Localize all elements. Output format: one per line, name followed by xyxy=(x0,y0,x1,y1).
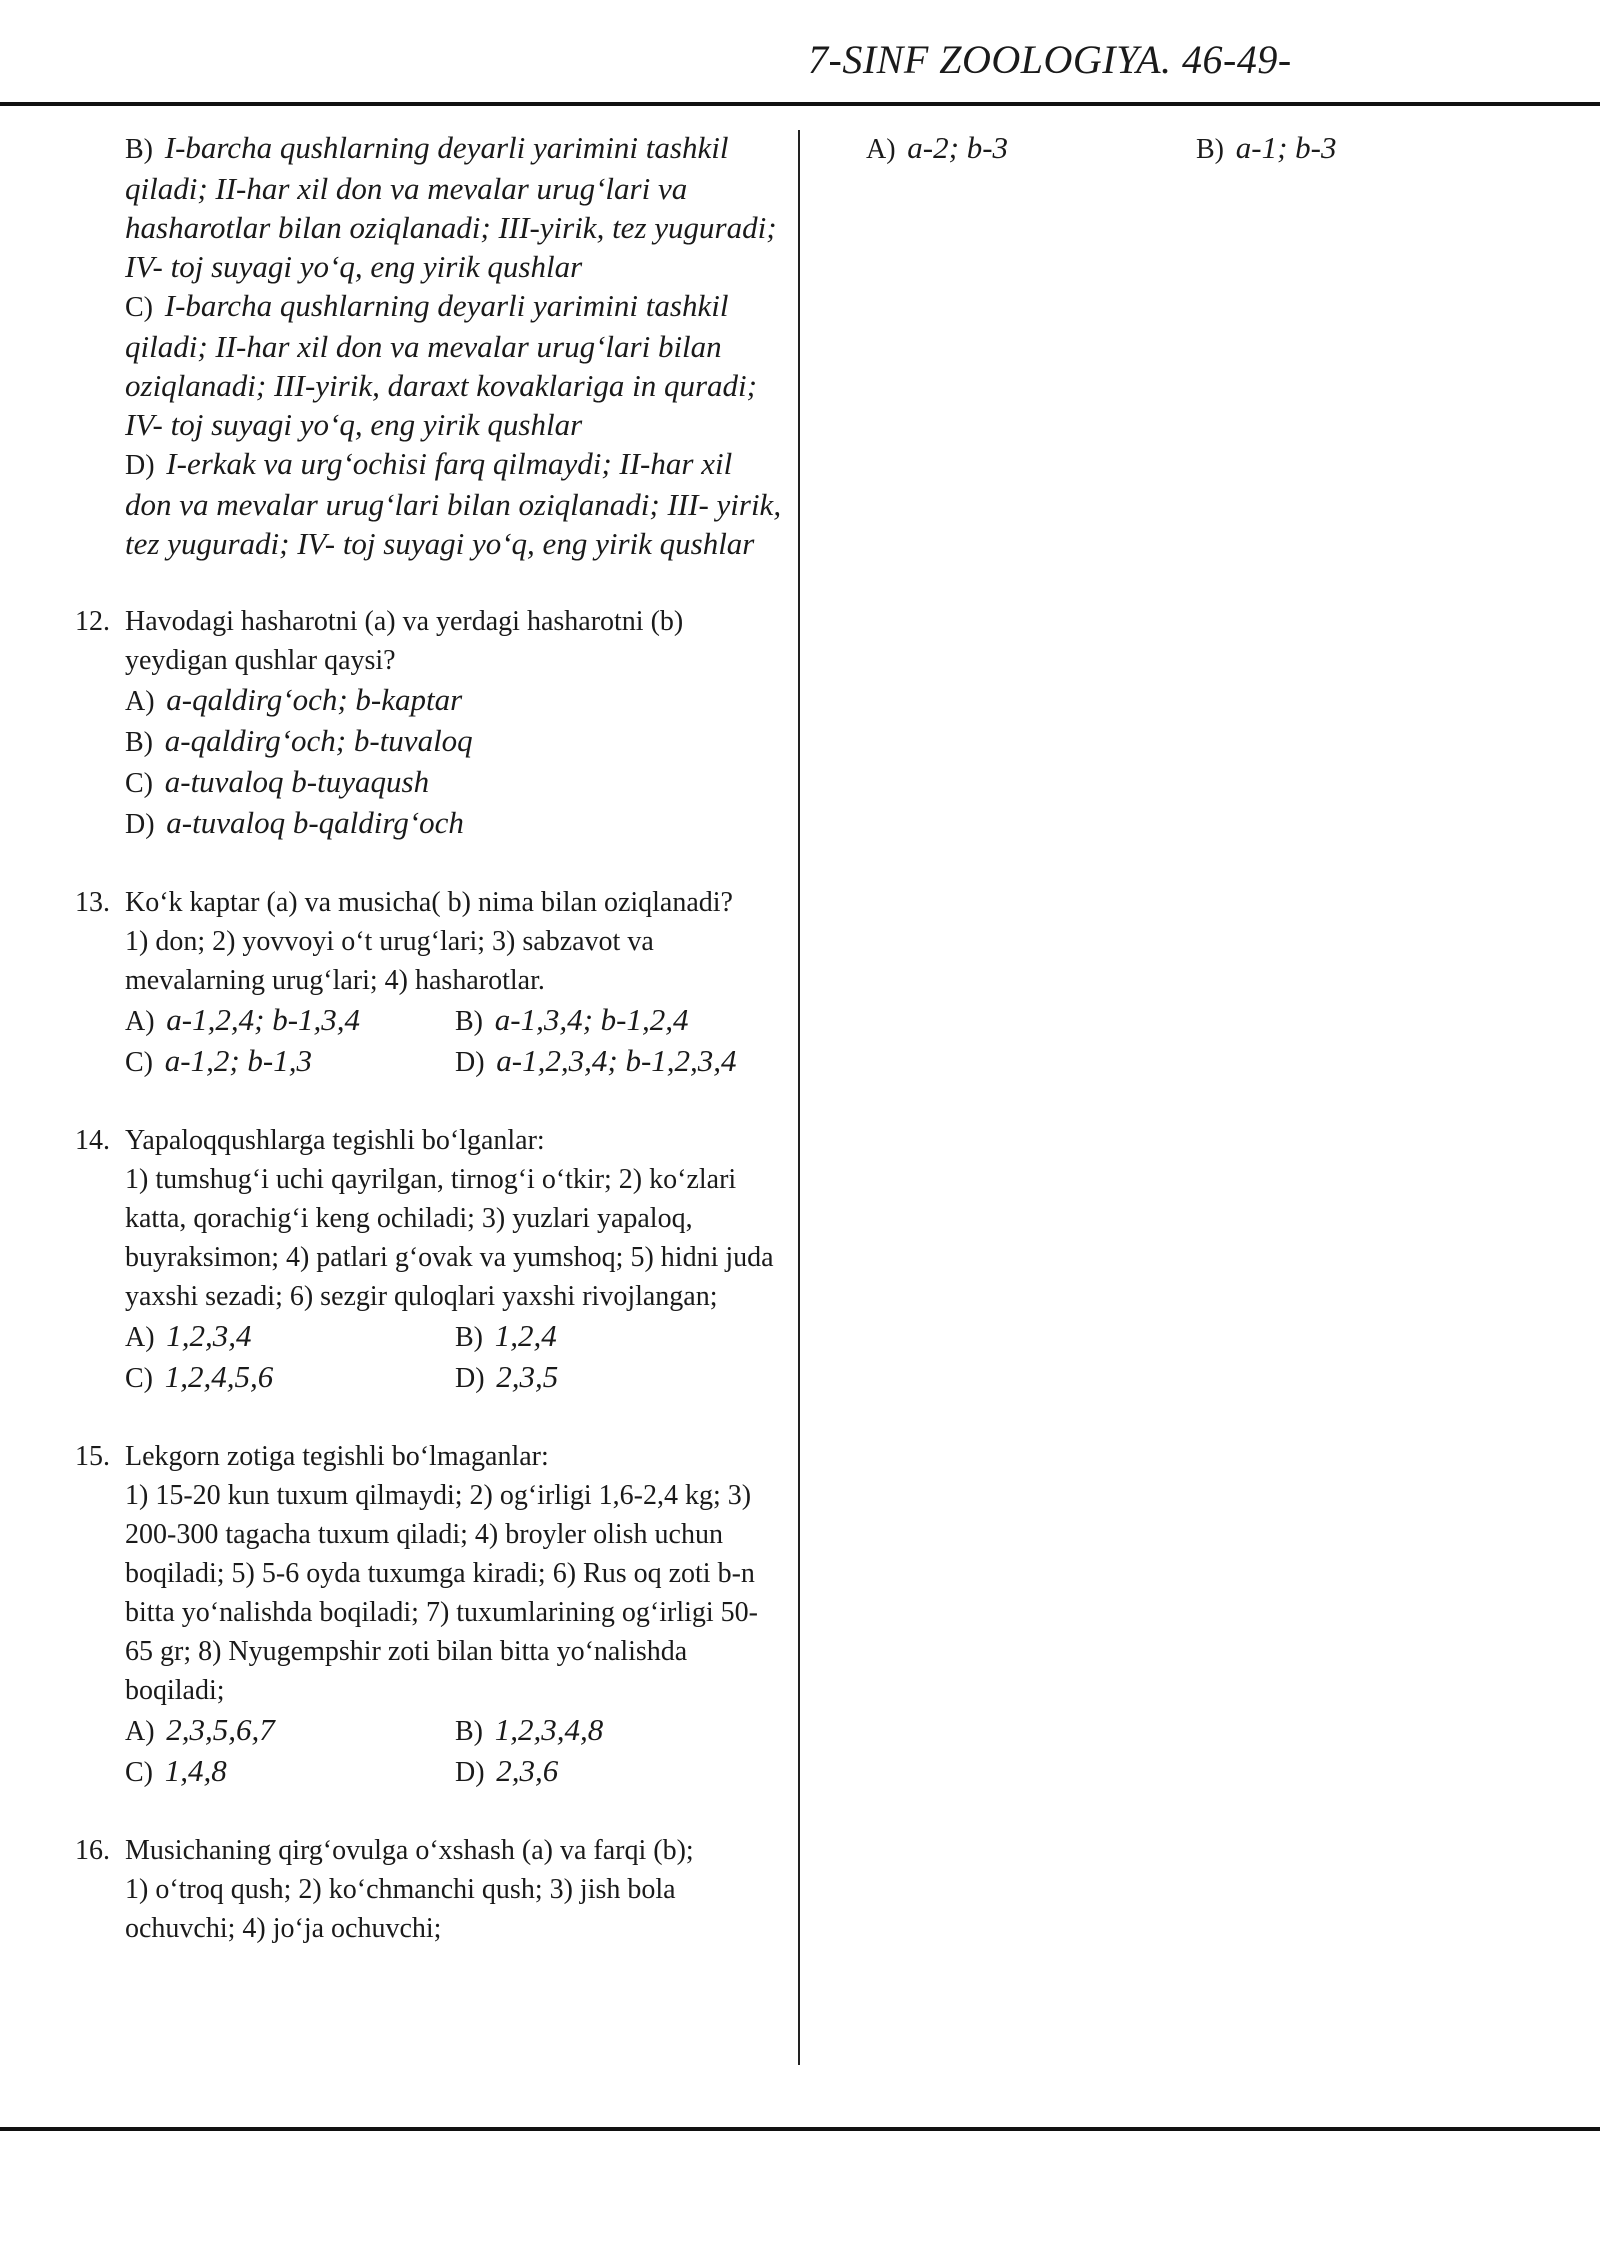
option-text: I-barcha qushlarning deyarli yarimini tashkil qiladi; II-har xil don va mevalar urug‘lari va hasharotlar bilan oziqlanadi; III-yirik, tez yuguradi; IV- toj suyagi yo‘q, eng yirik qushlar xyxy=(125,130,777,284)
option-letter: D) xyxy=(455,1047,485,1078)
question-number: 16. xyxy=(75,1835,110,1866)
option-b xyxy=(455,1000,785,1041)
option-letter: B) xyxy=(125,727,153,758)
question-16 xyxy=(75,1831,785,1948)
option-letter: B) xyxy=(455,1006,483,1037)
question-number: 12. xyxy=(75,606,110,637)
option-text: a-tuvaloq b-qaldirg‘och xyxy=(166,805,464,840)
option-text: a-1,2,4; b-1,3,4 xyxy=(166,1002,361,1037)
option-letter: B) xyxy=(455,1716,483,1747)
option-letter: C) xyxy=(125,1757,153,1788)
option-b xyxy=(455,1316,785,1357)
option-text: 1,2,3,4,8 xyxy=(494,1712,604,1747)
option-letter: D) xyxy=(125,450,155,481)
option-text: a-tuvaloq b-tuyaqush xyxy=(164,764,430,799)
option-text: a-1,2,3,4; b-1,2,3,4 xyxy=(496,1043,737,1078)
option-letter: C) xyxy=(125,1047,153,1078)
option-d xyxy=(455,1751,785,1792)
option-text: 1,4,8 xyxy=(164,1753,227,1788)
question-statements: 1) o‘troq qush; 2) ko‘chmanchi qush; 3) jish bola ochuvchi; 4) jo‘ja ochuvchi; xyxy=(125,1874,676,1944)
option-letter: B) xyxy=(125,134,153,165)
option-letter: B) xyxy=(455,1322,483,1353)
option-letter: D) xyxy=(125,809,155,840)
option-a xyxy=(866,128,1196,169)
option-letter: A) xyxy=(125,1006,155,1037)
option-text: I-erkak va urg‘ochisi farq qilmaydi; II-har xil don va mevalar urug‘lari bilan oziqlanadi; III- yirik, tez yuguradi; IV- toj suyagi yo‘q, eng yirik qushlar xyxy=(125,446,782,561)
option-d xyxy=(125,444,785,563)
option-text: a-qaldirg‘och; b-kaptar xyxy=(166,682,463,717)
option-c xyxy=(125,1751,455,1792)
page-title: 7-SINF ZOOLOGIYA. 46-49- xyxy=(808,37,1292,82)
option-text: a-1; b-3 xyxy=(1235,130,1337,165)
option-d xyxy=(455,1357,785,1398)
option-letter: C) xyxy=(125,1363,153,1394)
option-letter: A) xyxy=(866,134,896,165)
question-statements: 1) don; 2) yovvoyi o‘t urug‘lari; 3) sabzavot va mevalarning urug‘lari; 4) hasharotlar. xyxy=(125,926,654,996)
options-grid xyxy=(866,128,1566,169)
option-text: a-1,3,4; b-1,2,4 xyxy=(494,1002,689,1037)
question-14 xyxy=(75,1121,785,1398)
question-13 xyxy=(75,883,785,1082)
option-letter: C) xyxy=(125,768,153,799)
option-text: a-1,2; b-1,3 xyxy=(164,1043,312,1078)
question-statements: 1) tumshug‘i uchi qayrilgan, tirnog‘i o‘tkir; 2) ko‘zlari katta, qorachig‘i keng ochiladi; 3) yuzlari yapaloq, buyraksimon; 4) patlari g‘ovak va yumshoq; 5) hidni juda yaxshi sezadi; 6) sezgir quloqlari yaxshi rivojlangan; xyxy=(125,1164,774,1312)
option-letter: C) xyxy=(125,292,153,323)
option-letter: A) xyxy=(125,1716,155,1747)
option-b xyxy=(455,1710,785,1751)
option-d xyxy=(455,1041,785,1082)
options-grid xyxy=(125,1000,785,1082)
question-number: 15. xyxy=(75,1441,110,1472)
option-letter: B) xyxy=(1196,134,1224,165)
option-text: 1,2,4 xyxy=(494,1318,557,1353)
options-grid xyxy=(125,1316,785,1398)
question-12 xyxy=(75,602,785,844)
option-a xyxy=(125,1316,455,1357)
question-statements: 1) 15-20 kun tuxum qilmaydi; 2) og‘irligi 1,6-2,4 kg; 3) 200-300 tagacha tuxum qiladi; 4) broyler olish uchun boqiladi; 5) 5-6 oyda tuxumga kiradi; 6) Rus oq zoti b-n bitta yo‘nalishda boqiladi; 7) tuxumlarining og‘irligi 50-65 gr; 8) Nyugempshir zoti bilan bitta yo‘nalishda boqiladi; xyxy=(125,1480,759,1706)
option-b xyxy=(1196,128,1526,169)
option-c xyxy=(125,1041,455,1082)
column-divider xyxy=(798,130,800,2065)
option-c xyxy=(125,286,785,444)
bottom-rule xyxy=(0,2127,1600,2131)
question-text: Havodagi hasharotni (a) va yerdagi hasharotni (b) yeydigan qushlar qaysi? xyxy=(125,606,684,676)
option-b xyxy=(125,128,785,286)
option-text: 2,3,6 xyxy=(496,1753,559,1788)
option-c xyxy=(125,1357,455,1398)
option-a xyxy=(125,680,785,721)
question-text: Ko‘k kaptar (a) va musicha( b) nima bilan oziqlanadi? xyxy=(125,887,733,918)
question-text: Lekgorn zotiga tegishli bo‘lmaganlar: xyxy=(125,1441,549,1472)
option-text: a-2; b-3 xyxy=(907,130,1009,165)
question-15 xyxy=(75,1437,785,1792)
question-number: 14. xyxy=(75,1125,110,1156)
option-text: 1,2,3,4 xyxy=(166,1318,252,1353)
option-a xyxy=(125,1000,455,1041)
option-letter: A) xyxy=(125,1322,155,1353)
continued-options xyxy=(75,128,785,563)
option-text: a-qaldirg‘och; b-tuvaloq xyxy=(164,723,473,758)
option-text: I-barcha qushlarning deyarli yarimini tashkil qiladi; II-har xil don va mevalar urug‘lari bilan oziqlanadi; III-yirik, daraxt kovaklariga in quradi; IV- toj suyagi yo‘q, eng yirik qushlar xyxy=(125,288,757,442)
option-b xyxy=(125,721,785,762)
option-text: 2,3,5 xyxy=(496,1359,559,1394)
question-text: Musichaning qirg‘ovulga o‘xshash (a) va farqi (b); xyxy=(125,1835,694,1866)
option-letter: D) xyxy=(455,1363,485,1394)
question-text: Yapaloqqushlarga tegishli bo‘lganlar: xyxy=(125,1125,545,1156)
top-rule xyxy=(0,102,1600,106)
option-a xyxy=(125,1710,455,1751)
right-column xyxy=(866,128,1566,169)
option-letter: A) xyxy=(125,686,155,717)
question-number: 13. xyxy=(75,887,110,918)
option-text: 2,3,5,6,7 xyxy=(166,1712,275,1747)
left-column xyxy=(75,128,785,1948)
option-d xyxy=(125,803,785,844)
option-text: 1,2,4,5,6 xyxy=(164,1359,274,1394)
option-letter: D) xyxy=(455,1757,485,1788)
options-grid xyxy=(125,1710,785,1792)
option-c xyxy=(125,762,785,803)
